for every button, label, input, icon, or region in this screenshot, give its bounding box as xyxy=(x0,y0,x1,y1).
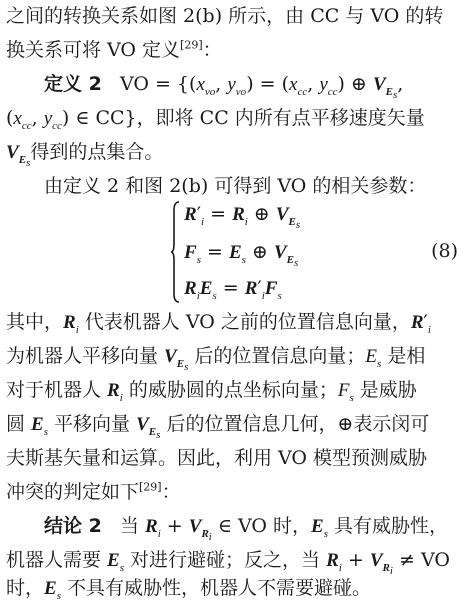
text-line: 为机器人平移向量 $V_{E_s}$ 后的位置信息向量；$E_s$ 是相 xyxy=(6,345,426,373)
text-line: 由定义 2 和图 2(b) 可得到 VO 的相关参数： xyxy=(44,175,427,197)
definition-line: $V_{E_s}$得到的点集合。 xyxy=(6,141,164,169)
conclusion-line: 结论 2 当 $R_i + V_{R_i}$ ∈ VO 时，$E_s$ 具有威胁性， xyxy=(44,515,449,543)
text-line: 圆 $E_s$ 平移向量 $V_{E_s}$ 后的位置信息几何，⊕表示闵可 xyxy=(6,413,430,441)
citation: [29] xyxy=(180,38,203,52)
definition-heading: 定义 2 xyxy=(44,73,102,95)
equation-number: (8) xyxy=(431,240,458,262)
definition-line: ($x_{cc}$, $y_{cc}$) ∈ CC}，即将 CC 内所有点平移速度矢量 xyxy=(6,107,425,132)
conclusion-line: 机器人需要 $E_s$ 对进行避碰；反之，当 $R_i + V_{R_i}$ ≠ VO xyxy=(6,549,450,577)
text-line: 夫斯基矢量和运算。因此，利用 VO 模型预测威胁 xyxy=(6,447,428,469)
text-line: 冲突的判定如下[29]： xyxy=(6,480,181,503)
conclusion-heading: 结论 2 xyxy=(44,515,102,537)
left-brace xyxy=(170,200,180,304)
text-line: 之间的转换关系如图 2(b) 所示，由 CC 与 VO 的转 xyxy=(6,5,444,27)
conclusion-line: 时，$E_s$ 不具有威胁性，机器人不需要避碰。 xyxy=(6,577,372,602)
definition-line: 定义 2 VO = {($x_{vo}$, $y_{vo}) = (x_{cc}$, $y_{cc}$) ⊕ $V_{E_s}$, xyxy=(44,73,404,101)
equation-line-1: $R'_i = R_i$ ⊕ $V_{E_s}$ xyxy=(184,203,301,231)
text-line: 对于机器人 $R_i$ 的威胁圆的点坐标向量；$F_s$ 是威胁 xyxy=(6,379,417,404)
equation-line-3: $R_iE_s = R'_iF_s$ xyxy=(184,277,282,302)
equation-line-2: $F_s = E_s$ ⊕ $V_{E_s}$ xyxy=(184,241,299,269)
equation-8 xyxy=(170,200,462,304)
text-line: 其中，$R_i$ 代表机器人 VO 之前的位置信息向量，$R'_i$ xyxy=(6,311,431,336)
citation: [29] xyxy=(139,480,162,494)
text-line: 换关系可将 VO 定义[29]： xyxy=(6,38,222,61)
